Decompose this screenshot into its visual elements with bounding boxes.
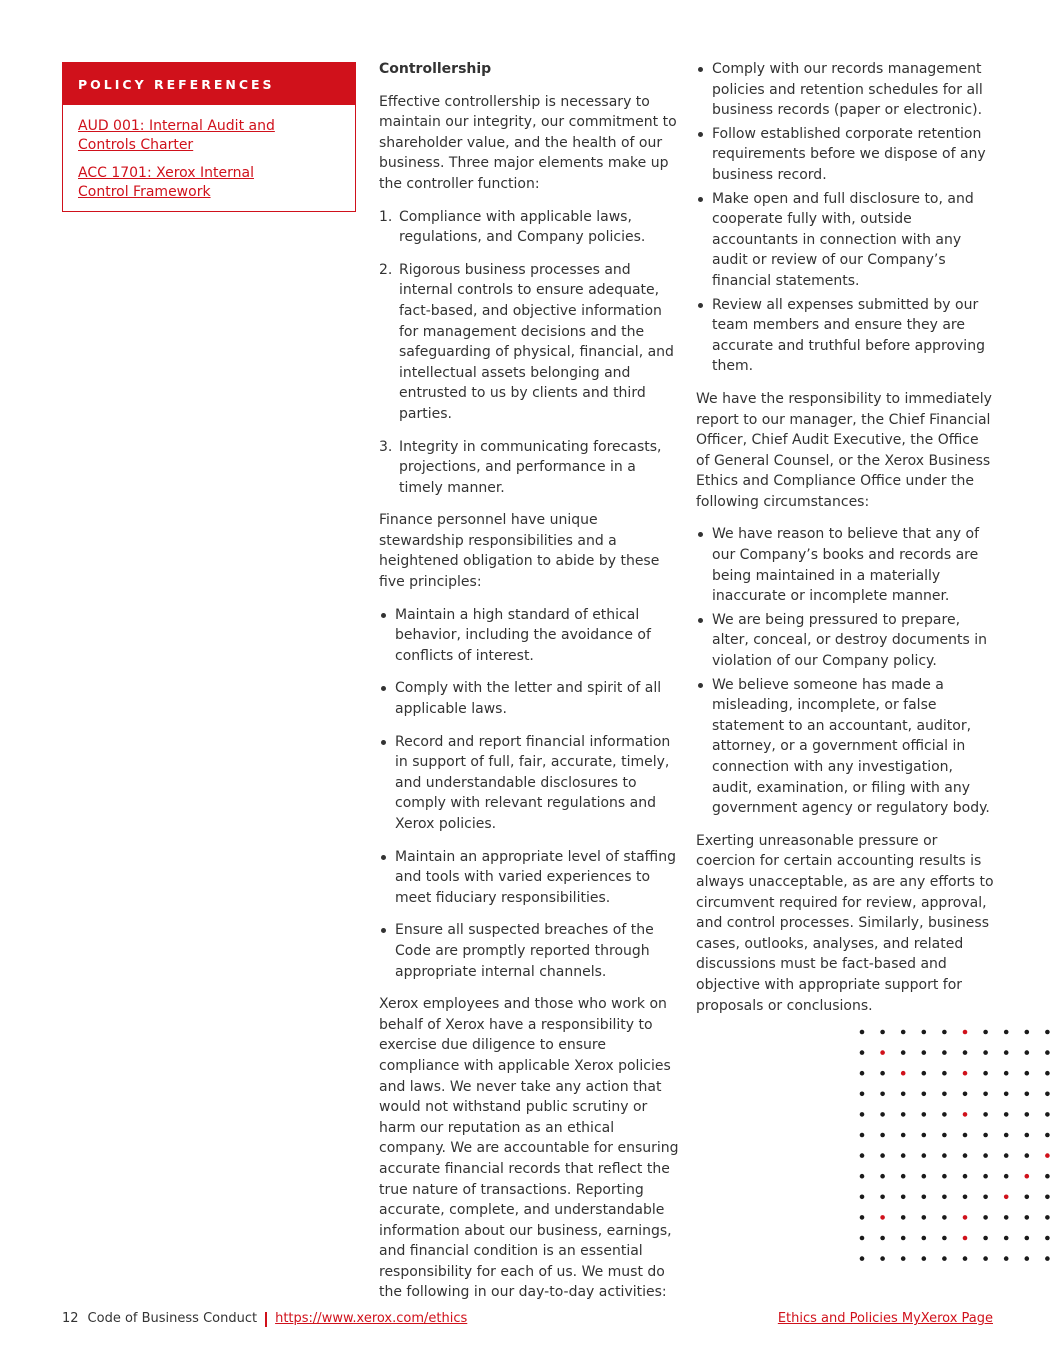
pattern-dot <box>1004 1050 1009 1055</box>
pattern-dot <box>860 1030 865 1035</box>
footer-left <box>62 1310 467 1328</box>
pattern-dot <box>983 1195 988 1200</box>
pattern-dot <box>963 1112 968 1117</box>
pattern-dot <box>963 1071 968 1076</box>
list-item: We have reason to believe that any of our Company’s books and records are being maintained in a materially inaccurate or incomplete manner. <box>696 524 996 606</box>
section-heading: Controllership <box>379 61 492 77</box>
pattern-dot <box>860 1195 865 1200</box>
controller-elements-list <box>379 207 679 499</box>
pattern-dot <box>1045 1195 1050 1200</box>
pattern-dot <box>1004 1030 1009 1035</box>
pattern-dot <box>1004 1256 1009 1261</box>
pattern-dot <box>1025 1174 1030 1179</box>
pattern-dot <box>860 1236 865 1241</box>
list-item <box>379 260 679 425</box>
pattern-dot <box>983 1112 988 1117</box>
pattern-dot <box>880 1050 885 1055</box>
list-item: Make open and full disclosure to, and cooperate fully with, outside accountants in connection with any audit or review of our Company’s financial statements. <box>696 189 996 292</box>
pattern-dot <box>901 1092 906 1097</box>
pattern-dot <box>1025 1195 1030 1200</box>
pattern-dot <box>901 1030 906 1035</box>
pattern-dot <box>983 1133 988 1138</box>
pattern-dot <box>983 1030 988 1035</box>
page-number: 12 <box>62 1311 79 1326</box>
pattern-dot <box>983 1153 988 1158</box>
pattern-dot <box>901 1112 906 1117</box>
pattern-dot <box>860 1071 865 1076</box>
pattern-dot <box>983 1071 988 1076</box>
pattern-dot <box>942 1256 947 1261</box>
pattern-dot <box>880 1215 885 1220</box>
pattern-dot <box>901 1256 906 1261</box>
pattern-dot <box>963 1195 968 1200</box>
pattern-dot <box>880 1236 885 1241</box>
pattern-dot <box>880 1195 885 1200</box>
pattern-dot <box>1045 1071 1050 1076</box>
pattern-dot <box>1045 1215 1050 1220</box>
pattern-dot <box>1004 1236 1009 1241</box>
pattern-dot <box>963 1236 968 1241</box>
pattern-dot <box>963 1133 968 1138</box>
pattern-dot <box>942 1112 947 1117</box>
pattern-dot <box>1004 1112 1009 1117</box>
policy-references-links <box>63 105 355 202</box>
pattern-dot <box>1025 1133 1030 1138</box>
pattern-dot <box>880 1256 885 1261</box>
pattern-dot <box>983 1236 988 1241</box>
pattern-dot <box>1045 1236 1050 1241</box>
document-title: Code of Business Conduct <box>87 1311 258 1326</box>
list-number: 2. <box>379 261 393 278</box>
pattern-dot <box>1045 1050 1050 1055</box>
pattern-dot <box>1045 1030 1050 1035</box>
pattern-dot <box>901 1174 906 1179</box>
pattern-dot <box>1045 1174 1050 1179</box>
activities-list <box>696 59 996 377</box>
list-number: 1. <box>379 208 393 225</box>
pattern-dot <box>1025 1236 1030 1241</box>
pattern-dot <box>880 1092 885 1097</box>
pattern-dot <box>922 1071 927 1076</box>
pattern-dot <box>942 1030 947 1035</box>
pattern-dot <box>1025 1112 1030 1117</box>
pattern-dot <box>963 1256 968 1261</box>
pattern-dot <box>1004 1071 1009 1076</box>
dot-pattern-icon <box>858 1028 1055 1268</box>
pattern-dot <box>880 1153 885 1158</box>
pattern-dot <box>1004 1195 1009 1200</box>
pattern-dot <box>922 1092 927 1097</box>
pattern-dot <box>901 1050 906 1055</box>
pattern-dot <box>1025 1256 1030 1261</box>
pattern-dot <box>922 1195 927 1200</box>
pattern-dot <box>1004 1153 1009 1158</box>
pattern-dot <box>880 1174 885 1179</box>
list-item: Maintain a high standard of ethical behavior, including the avoidance of conflicts of interest. <box>379 605 679 667</box>
pattern-dot <box>1004 1092 1009 1097</box>
pattern-dot <box>983 1174 988 1179</box>
pattern-dot <box>860 1174 865 1179</box>
pattern-dot <box>901 1071 906 1076</box>
list-number: 3. <box>379 438 393 455</box>
pattern-dot <box>983 1215 988 1220</box>
pattern-dot <box>901 1195 906 1200</box>
pattern-dot <box>963 1030 968 1035</box>
list-item: Review all expenses submitted by our team members and ensure they are accurate and truthful before approving them. <box>696 295 996 377</box>
pattern-dot <box>963 1215 968 1220</box>
list-item: Maintain an appropriate level of staffing and tools with varied experiences to meet fiduciary responsibilities. <box>379 847 679 909</box>
dot-pattern-decoration <box>858 1028 1055 1268</box>
ethics-url-link[interactable]: https://www.xerox.com/ethics <box>275 1311 468 1326</box>
pattern-dot <box>1045 1092 1050 1097</box>
pattern-dot <box>860 1092 865 1097</box>
pattern-dot <box>922 1133 927 1138</box>
pattern-dot <box>942 1215 947 1220</box>
policy-link-acc-1701[interactable]: ACC 1701: Xerox Internal Control Framework <box>78 165 254 200</box>
pattern-dot <box>963 1153 968 1158</box>
circumstances-list <box>696 524 996 818</box>
pattern-dot <box>1025 1153 1030 1158</box>
pattern-dot <box>880 1133 885 1138</box>
list-item: Comply with the letter and spirit of all applicable laws. <box>379 678 679 719</box>
pattern-dot <box>860 1215 865 1220</box>
footer-separator <box>265 1312 267 1327</box>
list-item: We believe someone has made a misleading, incomplete, or false statement to an accountant, auditor, attorney, or a government official in connection with any investigation, audit, examination, or filing with any government agency or regulatory body. <box>696 675 996 819</box>
pattern-dot <box>880 1112 885 1117</box>
pattern-dot <box>1025 1030 1030 1035</box>
pattern-dot <box>880 1071 885 1076</box>
report-intro-paragraph: We have the responsibility to immediately report to our manager, the Chief Financial Officer, Chief Audit Executive, the Office of General Counsel, or the Xerox Business Ethics and Compliance Office under the following circumstances: <box>696 390 992 510</box>
pattern-dot <box>922 1153 927 1158</box>
pattern-dot <box>860 1050 865 1055</box>
pattern-dot <box>1025 1050 1030 1055</box>
middle-column <box>379 59 679 1315</box>
pattern-dot <box>922 1215 927 1220</box>
pattern-dot <box>1045 1133 1050 1138</box>
pattern-dot <box>1045 1153 1050 1158</box>
pattern-dot <box>1004 1174 1009 1179</box>
list-item: Ensure all suspected breaches of the Code are promptly reported through appropriate internal channels. <box>379 920 679 982</box>
pattern-dot <box>942 1133 947 1138</box>
pattern-dot <box>1045 1256 1050 1261</box>
finance-intro-paragraph: Finance personnel have unique stewardship responsibilities and a heightened obligation to abide by these five principles: <box>379 512 660 591</box>
list-item <box>379 207 679 248</box>
right-column <box>696 59 996 1028</box>
pattern-dot <box>942 1195 947 1200</box>
policy-references-box <box>62 62 356 212</box>
pattern-dot <box>922 1050 927 1055</box>
list-item: Follow established corporate retention requirements before we dispose of any business record. <box>696 124 996 186</box>
list-item-text: Compliance with applicable laws, regulations, and Company policies. <box>399 208 646 246</box>
pattern-dot <box>942 1174 947 1179</box>
pattern-dot <box>963 1050 968 1055</box>
pattern-dot <box>1025 1092 1030 1097</box>
pattern-dot <box>1004 1215 1009 1220</box>
list-item: We are being pressured to prepare, alter, conceal, or destroy documents in violation of our Company policy. <box>696 610 996 672</box>
pattern-dot <box>1004 1133 1009 1138</box>
pattern-dot <box>901 1215 906 1220</box>
right-closing-paragraph: Exerting unreasonable pressure or coercion for certain accounting results is always unacceptable, as are any efforts to circumvent required for review, approval, and control processes. Similarly, business cases, outlooks, analyses, and related discussions must be fact-based and objective with appropriate support for proposals or conclusions. <box>696 832 994 1014</box>
pattern-dot <box>922 1030 927 1035</box>
pattern-dot <box>860 1256 865 1261</box>
pattern-dot <box>922 1236 927 1241</box>
pattern-dot <box>1025 1071 1030 1076</box>
myxerox-page-link[interactable]: Ethics and Policies MyXerox Page <box>777 1311 993 1326</box>
principles-list <box>379 605 679 983</box>
pattern-dot <box>983 1092 988 1097</box>
pattern-dot <box>922 1174 927 1179</box>
pattern-dot <box>942 1236 947 1241</box>
footer-right <box>778 1310 993 1328</box>
list-item: Record and report financial information in support of full, fair, accurate, timely, and understandable disclosures to comply with relevant regulations and Xerox policies. <box>379 732 679 835</box>
pattern-dot <box>901 1133 906 1138</box>
pattern-dot <box>1045 1112 1050 1117</box>
intro-paragraph: Effective controllership is necessary to maintain our integrity, our commitment to shareholder value, and the health of our business. Three major elements make up the controller function: <box>379 93 677 192</box>
pattern-dot <box>922 1256 927 1261</box>
list-item <box>379 437 679 499</box>
pattern-dot <box>942 1092 947 1097</box>
pattern-dot <box>860 1112 865 1117</box>
list-item-text: Integrity in communicating forecasts, projections, and performance in a timely manner. <box>399 438 662 496</box>
list-item: Comply with our records management policies and retention schedules for all business records (paper or electronic). <box>696 59 996 121</box>
pattern-dot <box>942 1071 947 1076</box>
pattern-dot <box>942 1050 947 1055</box>
pattern-dot <box>983 1256 988 1261</box>
pattern-dot <box>860 1153 865 1158</box>
pattern-dot <box>983 1050 988 1055</box>
pattern-dot <box>1025 1215 1030 1220</box>
pattern-dot <box>901 1153 906 1158</box>
pattern-dot <box>901 1236 906 1241</box>
pattern-dot <box>860 1133 865 1138</box>
pattern-dot <box>942 1153 947 1158</box>
policy-references-title: POLICY REFERENCES <box>63 63 355 105</box>
pattern-dot <box>963 1174 968 1179</box>
list-item-text: Rigorous business processes and internal controls to ensure adequate, fact-based, and objective information for management decisions and the safeguarding of physical, financial, and intellectual assets belonging and entrusted to us by clients and third parties. <box>399 261 674 422</box>
pattern-dot <box>880 1030 885 1035</box>
pattern-dot <box>963 1092 968 1097</box>
policy-link-aud-001[interactable]: AUD 001: Internal Audit and Controls Charter <box>78 118 275 153</box>
closing-paragraph: Xerox employees and those who work on behalf of Xerox have a responsibility to exercise due diligence to ensure compliance with applicable Xerox policies and laws. We never take any action that would not withstand public scrutiny or harm our reputation as an ethical company. We are accountable for ensuring accurate financial records that reflect the true nature of transactions. Reporting accurate, complete, and understandable information about our business, earnings, and financial condition is an essential responsibility for each of us. We must do the following in our day-to-day activities: <box>379 996 679 1301</box>
pattern-dot <box>922 1112 927 1117</box>
